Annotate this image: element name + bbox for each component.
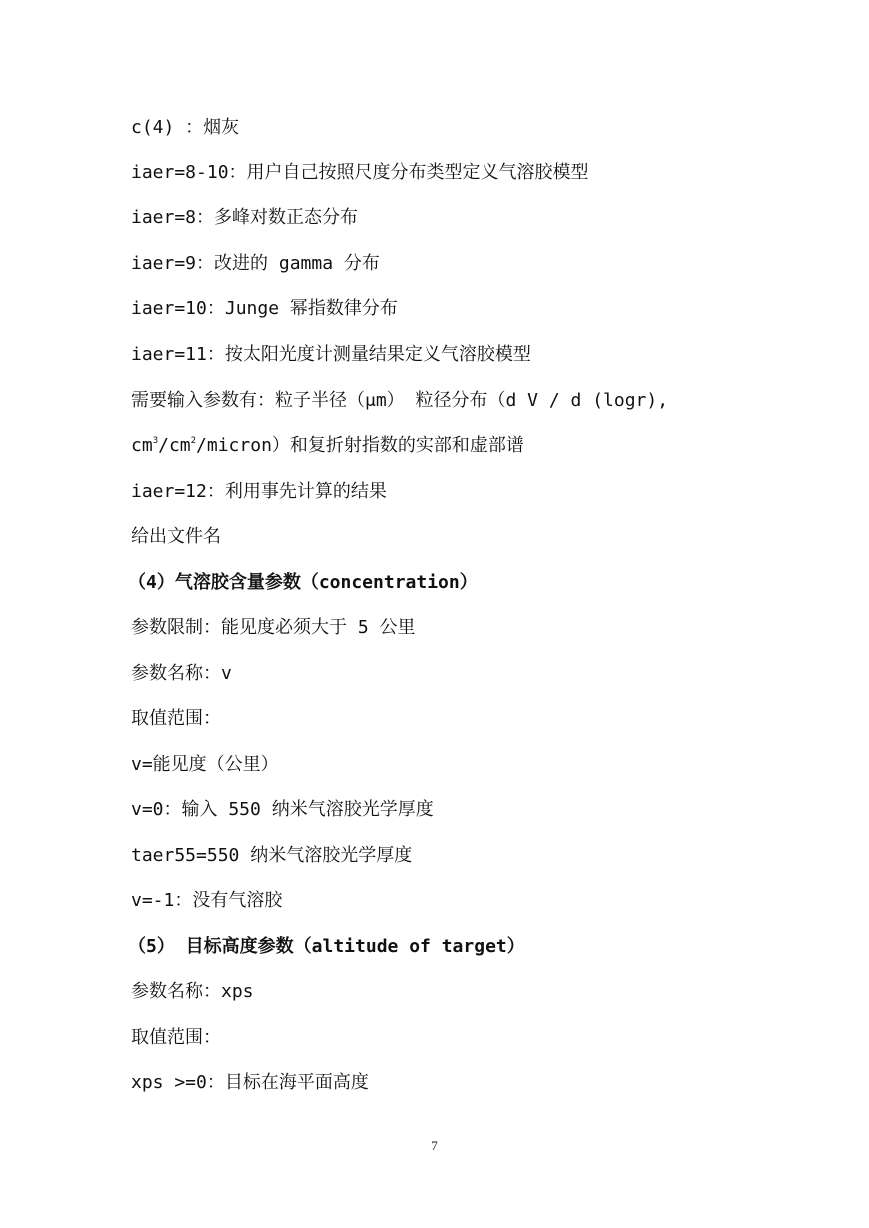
text-line-iaer-8: iaer=8：多峰对数正态分布 [131, 207, 359, 228]
text-line-iaer-12: iaer=12：利用事先计算的结果 [131, 481, 387, 502]
units-sup-3: 3 [152, 436, 159, 446]
text-line-param-limit: 参数限制：能见度必须大于 5 公里 [131, 617, 416, 638]
text-line-units [131, 434, 524, 458]
text-line-xps-ge-0: xps >=0：目标在海平面高度 [131, 1072, 369, 1093]
units-cm: cm [131, 435, 153, 456]
text-line-param-name-v: 参数名称：v [131, 663, 232, 684]
text-line-v-0: v=0：输入 550 纳米气溶胶光学厚度 [131, 799, 434, 820]
section-heading-altitude: （5） 目标高度参数（altitude of target） [128, 936, 525, 957]
units-per-cm: /cm [158, 435, 191, 456]
units-rest: /micron）和复折射指数的实部和虚部谱 [196, 435, 524, 456]
text-line-iaer-11: iaer=11：按太阳光度计测量结果定义气溶胶模型 [131, 344, 531, 365]
text-line-iaer-8-10: iaer=8-10：用户自己按照尺度分布类型定义气溶胶模型 [131, 162, 589, 183]
text-line-v-neg1: v=-1：没有气溶胶 [131, 890, 283, 911]
text-line-smoke: c(4) ：烟灰 [131, 117, 240, 138]
text-line-iaer-10: iaer=10：Junge 幂指数律分布 [131, 298, 398, 319]
text-line-param-name-xps: 参数名称：xps [131, 981, 254, 1002]
page-number: 7 [431, 1138, 438, 1153]
text-line-range-v: 取值范围： [131, 708, 221, 729]
units-sup-2: 2 [190, 436, 197, 446]
text-line-input-params: 需要输入参数有：粒子半径（μm） 粒径分布（d V / d (logr), [131, 390, 669, 411]
text-line-iaer-9: iaer=9：改进的 gamma 分布 [131, 253, 380, 274]
text-line-taer55: taer55=550 纳米气溶胶光学厚度 [131, 845, 413, 866]
text-line-filename: 给出文件名 [131, 526, 221, 547]
text-line-v-visibility: v=能见度（公里） [131, 754, 279, 775]
section-heading-concentration: （4）气溶胶含量参数（concentration） [128, 572, 478, 593]
text-line-range-xps: 取值范围： [131, 1027, 221, 1048]
